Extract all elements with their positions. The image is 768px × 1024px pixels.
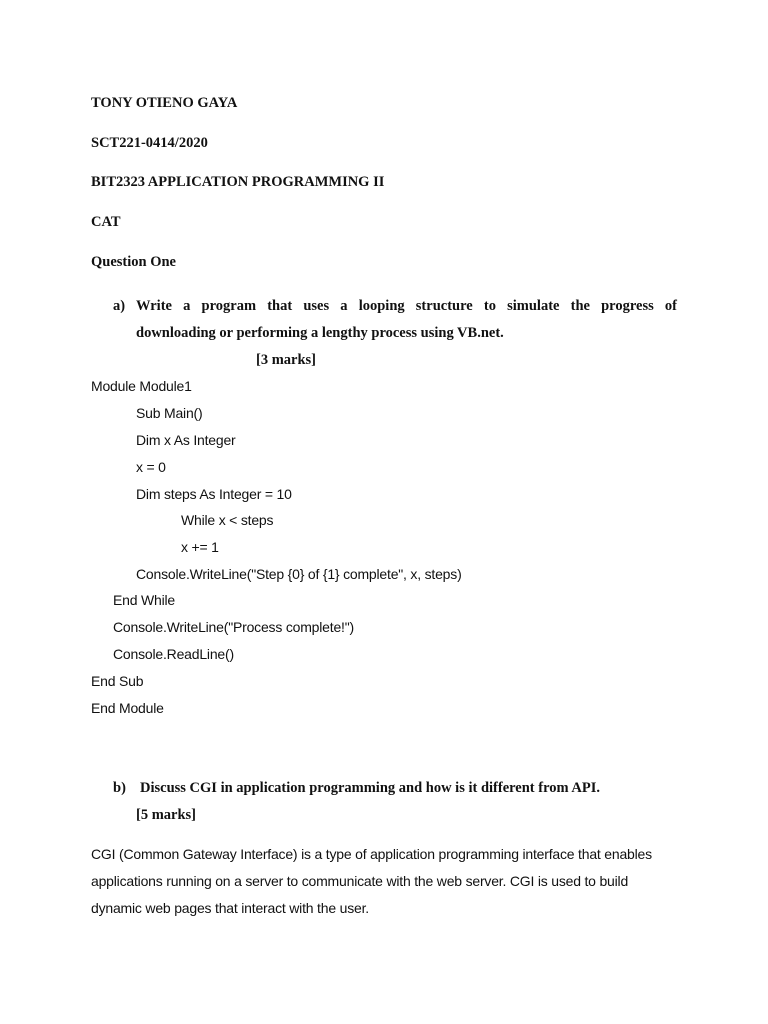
code-line: End While bbox=[113, 592, 176, 608]
code-line: Sub Main() bbox=[136, 405, 203, 421]
code-line: Dim x As Integer bbox=[136, 432, 236, 448]
answer-b-line3: dynamic web pages that interact with the user. bbox=[91, 900, 369, 916]
question-a-label: a) bbox=[113, 298, 126, 314]
registration-number: SCT221-0414/2020 bbox=[91, 135, 208, 151]
course-title: BIT2323 APPLICATION PROGRAMMING II bbox=[91, 174, 385, 190]
question-b-text: Discuss CGI in application programming and how is it different from API. bbox=[140, 780, 601, 796]
code-line: Dim steps As Integer = 10 bbox=[136, 486, 292, 502]
question-b-label: b) bbox=[113, 780, 126, 796]
code-line: Module Module1 bbox=[91, 378, 192, 394]
question-a-text-line1: Write a program that uses a looping structure to simulate the progress of bbox=[136, 298, 677, 314]
code-line: End Sub bbox=[91, 673, 144, 689]
answer-b-line1: CGI (Common Gateway Interface) is a type of application programming interface that enables bbox=[91, 846, 652, 862]
code-line: x += 1 bbox=[181, 539, 219, 555]
code-line: Console.WriteLine("Step {0} of {1} complete", x, steps) bbox=[136, 566, 462, 582]
question-a-text-line2: downloading or performing a lengthy process using VB.net. bbox=[136, 325, 504, 341]
student-name: TONY OTIENO GAYA bbox=[91, 95, 238, 111]
code-line: End Module bbox=[91, 700, 164, 716]
assessment-type: CAT bbox=[91, 214, 121, 230]
code-line: While x < steps bbox=[181, 512, 274, 528]
question-a-marks: [3 marks] bbox=[256, 352, 317, 368]
code-line: x = 0 bbox=[136, 459, 166, 475]
section-heading: Question One bbox=[91, 254, 176, 270]
answer-b-line2: applications running on a server to communicate with the web server. CGI is used to build bbox=[91, 873, 629, 889]
code-line: Console.WriteLine("Process complete!") bbox=[113, 619, 354, 635]
question-b-marks: [5 marks] bbox=[136, 807, 197, 823]
code-line: Console.ReadLine() bbox=[113, 646, 234, 662]
